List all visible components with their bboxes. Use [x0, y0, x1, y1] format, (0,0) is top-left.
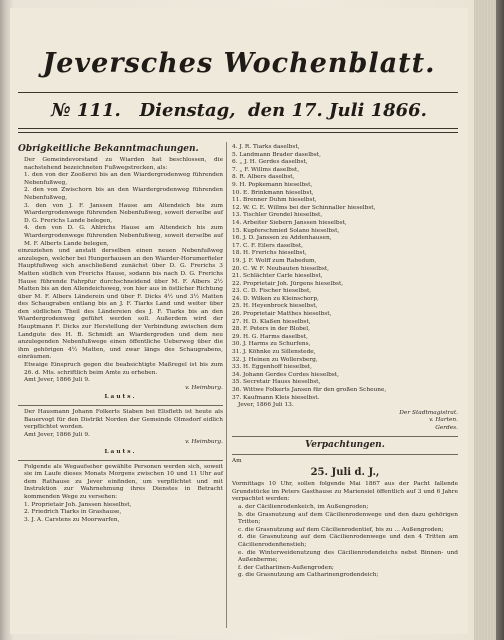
sale-body: Vormittags 10 Uhr, sollen folgende Mai 1867 aus der Pacht fallende Grundstücke im Peters Gasthause zu Mariensiel öffentlich auf 3 und 6 Jahre verpachtet werden:	[232, 481, 458, 503]
notice-item: 1. den von der Zooßerei bis an den Wiardergrodenweg führenden Nebenfußweg,	[24, 172, 223, 186]
list-item: 34. Johann Gerdes Cordes hieselbst,	[232, 371, 339, 378]
notice-3-item: 1. Proprietair Joh. Janssen hieselbst,	[24, 501, 132, 508]
list-item: 20. C. W. F. Neubauten hieselbst,	[232, 265, 330, 272]
list-date: Jever, 1866 Juli 13.	[238, 402, 294, 409]
notice-signoff-name: v. Heimburg.	[185, 384, 223, 391]
sale-item: b. die Grasnutzung auf dem Cäcilienrodenwege und den dazu gehörigen Tritten;	[238, 511, 458, 526]
sale-item: c. die Grasnutzung auf dem Cäcilienrodentief, bis zu ... Außengroden;	[238, 526, 444, 533]
issue-number: № 111.	[51, 100, 121, 121]
list-item: 28. F. Peters in der Blobel,	[232, 326, 310, 333]
notice-item: 2. den von Zwischorn bis an den Wiardergrodenweg führenden Nebenfußweg,	[24, 187, 223, 201]
notice-2-body: Der Hausmann Johann Folkerts Siaben bei Elisfleth ist heute als Bauervogt für den Distrikt Norden der Gemeinde Olmsdorf eidlich verpflichtet worden.	[24, 409, 223, 431]
notice-3-item: 3. J. A. Carstens zu Moorwarfen,	[24, 516, 120, 523]
list-stamp: Gerdes.	[435, 424, 458, 431]
notice-3-body: Folgende als Wegaufseher gewählte Personen werden sich, soweit sie im Laufe dieses Monats Morgens zwischen 10 und 11 Uhr auf dem Rathause zu Jever einfinden, um verpflichtet und mit Instruktion zur Wahrnehmung ihres Dienstes in Betracht kommenden Wege zu versehen:	[24, 463, 223, 500]
column-divider	[226, 142, 227, 628]
left-section-heading: Obrigkeitliche Bekanntmachungen.	[18, 144, 199, 154]
notice-body: einzuziehen und anstatt derselben einen neuen Nebenfußweg anzulegen, welcher bei Hungerhausen an den Wiarder-Horumerfieler Hauptfußweg sich anschließend zunächst über D. G. Frerichs 3 Matten südlich von Frerichs Hause, sodann bis nach D. G. Frerichs Hause führende Fahrpfur durchschneidend über M. F. Albers 2½ Matten bis an den Allendeichsweg, von hier aus in östlicher Richtung über M. F. Albers Länderein und über F. Dicks 4½ und 3½ Matten des Schaugraben entlang bis an J. F. Tiarks Land und weiter über den südlichen Theil des Ländereien des J. F. Tiarks bis an den Wiardergrodenweg geführt werden soll. Außerdem wird der Hauptmann F. Dicks zur Herstellung der Verbindung zwischen dem Landgute des H. B. Schmidt an Wiardergroden und dem neu anzulegenden Nebenfußwege einen öffentliche Ueberweg über die ihm gehörigen 4½ Matten, und zwar längs des Schaugrabens, einräumen.	[18, 248, 223, 361]
newspaper-page	[10, 8, 468, 634]
list-item: 23. C. D. Fischer hieselbst,	[232, 288, 312, 295]
list-item: 25. H. Heyenbrock hieselbst,	[232, 303, 318, 310]
list-item: 16. J. D. Janssen zu Addenhausen,	[232, 235, 332, 242]
dateline	[10, 100, 468, 121]
section-separator	[232, 436, 458, 437]
masthead-title: Jeversches Wochenblatt.	[42, 48, 436, 79]
list-signature: v. Harten.	[429, 417, 458, 424]
list-item: 7. „ F. Willms daselbst,	[232, 166, 300, 173]
notice-body-2: Etwaige Einspruch gegen die beabsichtigte Maßregel ist bis zum 26. d. Mts. schriftlich beim Amte zu erheben.	[24, 362, 223, 376]
list-item: 14. Arbeiter Siebern Janssen hieselbst,	[232, 219, 347, 226]
list-item: 19. J. F. Wolff zum Rabedum,	[232, 257, 317, 264]
right-column	[232, 144, 458, 580]
section-separator	[232, 454, 458, 455]
list-item: 6. „ J. H. Gerdes daselbst,	[232, 159, 308, 166]
sale-item: d. die Grasnutzung auf dem Cäcilienrodenwege und den 4 Tritten am Cäcilienrodenfienstieh;	[238, 534, 458, 548]
left-column	[18, 144, 223, 524]
dateline-rule-bottom	[18, 132, 458, 133]
list-item: 22. Proprietair Joh. Jürgens hieselbst,	[232, 280, 344, 287]
notice-separator	[18, 460, 223, 461]
notice-3-item: 2. Friedrich Tiarks in Grashause,	[24, 509, 122, 516]
list-item: 26. Proprietair Matthes hieselbst,	[232, 311, 332, 318]
notice-signoff-date: Amt Jever, 1866 Juli 9.	[24, 377, 90, 384]
list-item: 15. Kupferschmied Solano hieselbst,	[232, 227, 340, 234]
sale-item: f. der Cathariinen-Außengroden;	[238, 564, 334, 571]
list-item: 9. H. Popkemann hieselbst,	[232, 181, 313, 188]
book-page-edges	[474, 0, 504, 640]
list-item: 13. Tischler Grendel hieselbst,	[232, 212, 323, 219]
list-item: 8. R. Albers daselbst,	[232, 174, 295, 181]
sale-item: g. die Grasnutzung am Catharinengrodendeich;	[238, 572, 379, 579]
issue-day: Dienstag,	[139, 100, 236, 121]
list-item: 27. H. D. Klaßen hieselbst,	[232, 318, 311, 325]
list-item: 24. D. Wilken zu Kleinschorp,	[232, 295, 319, 302]
list-item: 10. E. Brinkmann hieselbst,	[232, 189, 314, 196]
notice-2-signoff-date: Amt Jever, 1866 Juli 9.	[24, 431, 90, 438]
list-item: 36. Wittwe Folkerts Jansen für den großen Scheune,	[232, 387, 387, 393]
notice-item: 3. den von J. F. Janssen Hause am Altendeich bis zum Wiardergrodenwege führenden Nebenfußweg, soweit derselbe auf D. G. Frerichs Lande belegen,	[24, 202, 223, 224]
list-item: 32. J. Heinen zu Wollersberg,	[232, 356, 318, 363]
notice-2-stamp: Lauts.	[104, 448, 137, 455]
notice-item: 4. den von D. G. Ahlrichs Hause am Altendeich bis zum Wiardergrodenwege führenden Nebenfußweg, soweit derselbe auf M. F. Alberts Lande belegen,	[24, 225, 223, 247]
list-item: 29. H. G. Harms daselbst,	[232, 333, 308, 340]
sale-date: 25. Juli d. J.,	[310, 467, 380, 479]
list-item: 37. Kaufmann Kleis hieselbst.	[232, 394, 320, 401]
list-item: 31. J. Köhnke zu Sillenstede,	[232, 349, 316, 356]
list-item: 4. J. R. Tiarks daselbst,	[232, 144, 300, 150]
notice-stamp: Lauts.	[104, 394, 137, 401]
notice-2-signoff-name: v. Heimburg.	[185, 439, 223, 446]
sale-prefix: Am	[232, 457, 242, 464]
list-item: 21. Schlächter Carle hieselbst,	[232, 273, 323, 280]
list-item: 5. Landmann Brader daselbst,	[232, 151, 321, 158]
notice-intro: Der Gemeindevorstand zu Wiarden hat beschlossen, die nachstehend bezeichneten Fußwegstrecken, als:	[24, 157, 223, 171]
list-item: 35. Secretair Hauss hieselbst,	[232, 379, 321, 386]
sale-item: e. die Winterweidenutzung des Cäcilienrodendeichs nebst Binnen- und Außenberme;	[238, 549, 458, 564]
list-item: 33. H. Eggenhoff hieselbst,	[232, 364, 312, 371]
sale-item: a. der Cäcilienrodenkeich, im Außengroden;	[238, 503, 369, 510]
list-item: 30. J. Harms zu Schurfens,	[232, 341, 311, 348]
list-item: 18. H. Frerichs hieselbst,	[232, 250, 307, 257]
list-item: 11. Brenner Duhm hieselbst,	[232, 197, 317, 204]
list-item: 12. W. C. E. Willms bei der Schinnaller hieselbst,	[232, 204, 376, 211]
sale-section-heading: Verpachtungen.	[305, 439, 385, 450]
issue-date: den 17. Juli 1866.	[248, 100, 427, 121]
wegaufseher-list	[232, 144, 458, 402]
list-authority: Der Stadtmagistrat.	[399, 409, 458, 416]
masthead-rule	[18, 92, 458, 93]
list-item: 17. C. F. Eilers daselbst,	[232, 242, 304, 249]
notice-separator	[18, 405, 223, 406]
dateline-rule-top	[18, 128, 458, 129]
